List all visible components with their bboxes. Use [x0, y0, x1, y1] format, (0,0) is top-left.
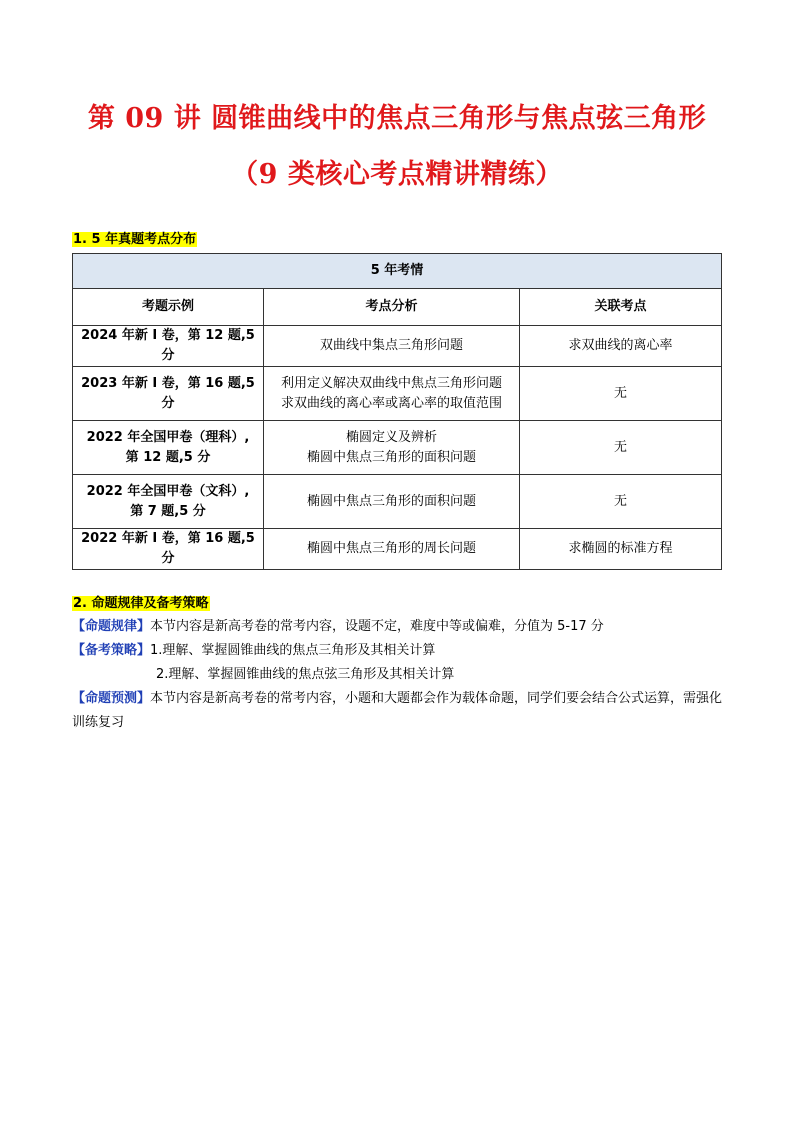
- table-row: [73, 326, 722, 367]
- cell-related: 求椭圆的标准方程: [520, 529, 722, 570]
- cell-analysis: 椭圆定义及辨析 椭圆中焦点三角形的面积问题: [264, 421, 520, 475]
- section-heading-text: 1. 5 年真题考点分布: [73, 232, 197, 247]
- cell-related: 求双曲线的离心率: [520, 326, 722, 367]
- predict-text: 本节内容是新高考卷的常考内容，小题和大题都会作为载体命题，同学们要会结合公式运算，需强化训练复习: [72, 691, 723, 730]
- cell-analysis: 双曲线中集点三角形问题: [264, 326, 520, 367]
- table-row: [73, 475, 722, 529]
- strategy-paragraph: [72, 639, 732, 663]
- page-subtitle: （9 类核心考点精讲精练）: [231, 159, 563, 190]
- table-row: [73, 367, 722, 421]
- cell-related: 无: [520, 421, 722, 475]
- exam-distribution-table: [72, 253, 722, 570]
- cell-example: 2022 年全国甲卷（理科）, 第 12 题,5 分: [73, 421, 264, 475]
- column-header-related: 关联考点: [520, 289, 722, 326]
- cell-analysis: 椭圆中焦点三角形的周长问题: [264, 529, 520, 570]
- rule-text: 本节内容是新高考卷的常考内容，设题不定，难度中等或偏难，分值为 5-17 分: [150, 619, 604, 634]
- strategy-item-2: 2.理解、掌握圆锥曲线的焦点弦三角形及其相关计算: [156, 667, 455, 682]
- cell-analysis: 利用定义解决双曲线中焦点三角形问题 求双曲线的离心率或离心率的取值范围: [264, 367, 520, 421]
- strategy-item-1: 1.理解、掌握圆锥曲线的焦点三角形及其相关计算: [150, 643, 436, 658]
- column-header-example: 考题示例: [73, 289, 264, 326]
- cell-related: 无: [520, 367, 722, 421]
- table-row: [73, 529, 722, 570]
- rule-paragraph: [72, 615, 732, 639]
- rule-label: 【命题规律】: [72, 619, 151, 634]
- predict-paragraph: [72, 687, 732, 735]
- cell-example: 2024 年新 I 卷，第 12 题,5 分: [73, 326, 264, 367]
- column-header-analysis: 考点分析: [264, 289, 520, 326]
- section-heading-exam-distribution: [72, 228, 197, 247]
- cell-example: 2023 年新 I 卷，第 16 题,5 分: [73, 367, 264, 421]
- cell-related: 无: [520, 475, 722, 529]
- cell-example: 2022 年全国甲卷（文科）, 第 7 题,5 分: [73, 475, 264, 529]
- table-caption: 5 年考情: [73, 254, 722, 289]
- predict-label: 【命题预测】: [72, 691, 151, 706]
- cell-analysis: 椭圆中焦点三角形的面积问题: [264, 475, 520, 529]
- section-heading-text: 2. 命题规律及备考策略: [73, 596, 209, 611]
- page-title: 第 09 讲 圆锥曲线中的焦点三角形与焦点弦三角形: [87, 103, 707, 134]
- strategy-label: 【备考策略】: [72, 643, 151, 658]
- cell-example: 2022 年新 I 卷，第 16 题,5 分: [73, 529, 264, 570]
- section-heading-strategy: [72, 592, 210, 611]
- table-row: [73, 421, 722, 475]
